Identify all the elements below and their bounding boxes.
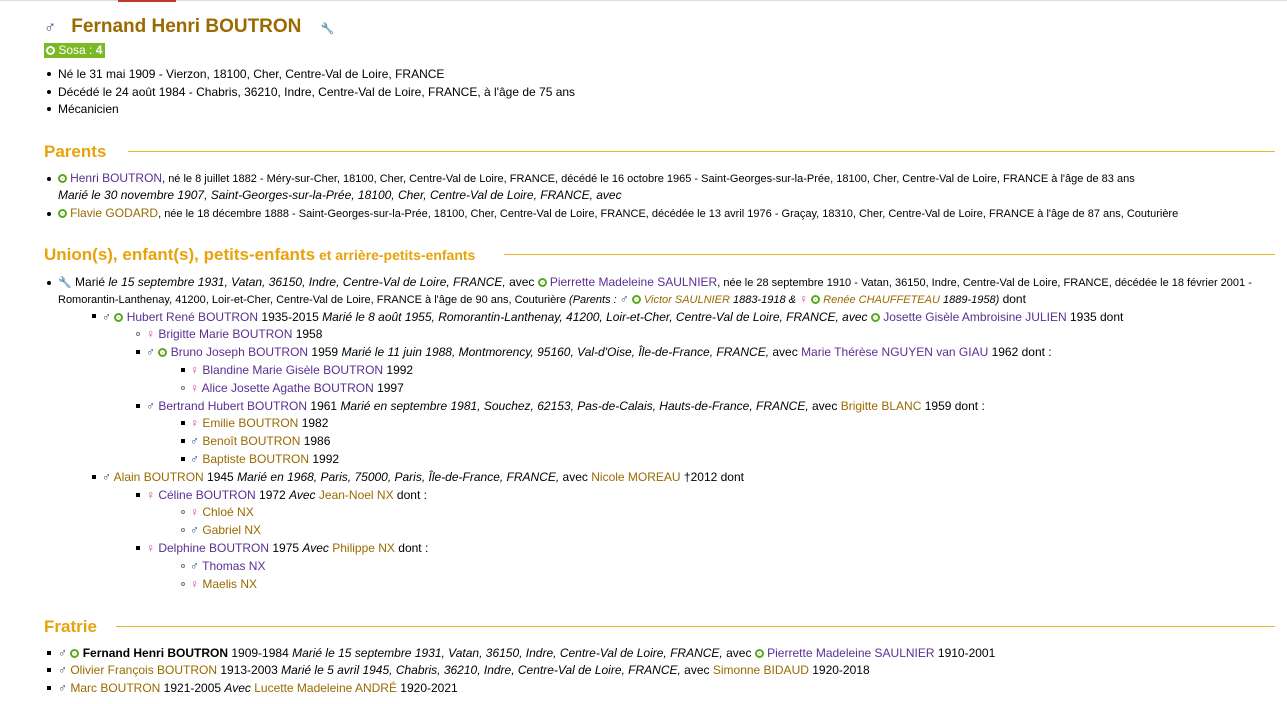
grandchild-entry bbox=[146, 399, 985, 413]
sibling-entry bbox=[58, 681, 458, 695]
child-marriage: Marié le 8 août 1955, Romorantin-Lanthenay, 41200, Loir-et-Cher, Centre-Val de Loire, FRANCE, avec bbox=[322, 310, 871, 324]
great-grandchild-link[interactable]: Maelis NX bbox=[202, 577, 258, 591]
male-icon: ♂ bbox=[146, 399, 155, 413]
grandchild-link[interactable]: Delphine BOUTRON bbox=[158, 541, 270, 555]
male-icon: ♂ bbox=[190, 559, 199, 573]
grandchild-spouse-link[interactable]: Brigitte BLANC bbox=[840, 399, 922, 413]
child-entry-alain bbox=[102, 470, 744, 484]
great-grandchild-entry bbox=[190, 363, 413, 377]
bullet bbox=[47, 651, 51, 655]
grandchild-spouse-link[interactable]: Philippe NX bbox=[332, 541, 395, 555]
spouse-mother-dates: 1889-1958) bbox=[939, 294, 1000, 306]
bullet bbox=[92, 475, 96, 479]
grandchild-entry bbox=[146, 345, 1052, 359]
unions-heading-sub: et arrière-petits-enfants bbox=[315, 247, 476, 263]
parents-divider bbox=[128, 151, 1275, 152]
sosa-target-icon bbox=[755, 649, 764, 658]
grandchild-link[interactable]: Bruno Joseph BOUTRON bbox=[170, 345, 309, 359]
bullet bbox=[136, 404, 140, 408]
dont-label: dont bbox=[999, 292, 1026, 306]
female-icon: ♀ bbox=[190, 416, 199, 430]
bullet bbox=[47, 107, 51, 111]
bullet bbox=[181, 582, 185, 586]
great-grandchild-year: 1986 bbox=[300, 434, 331, 448]
sibling-end: 1920-2021 bbox=[396, 681, 458, 695]
great-grandchild-year: 1997 bbox=[373, 381, 404, 395]
female-icon: ♀ bbox=[146, 541, 155, 555]
person-name: Fernand Henri BOUTRON bbox=[71, 16, 302, 37]
sosa-value: 4 bbox=[95, 43, 103, 57]
sibling-spouse-link[interactable]: Lucette Madeleine ANDRÉ bbox=[254, 681, 397, 695]
child-year: 1945 bbox=[203, 470, 238, 484]
death-info: Décédé le 24 août 1984 - Chabris, 36210, Indre, Centre-Val de Loire, FRANCE, à l'âge de 75 ans bbox=[58, 85, 576, 99]
sibling-link[interactable]: Olivier François BOUTRON bbox=[70, 663, 218, 677]
union-marriage-detail: le 15 septembre 1931, Vatan, 36150, Indre, Centre-Val de Loire, FRANCE, bbox=[108, 275, 506, 289]
avec-label: avec bbox=[505, 275, 538, 289]
child-spouse-link[interactable]: Josette Gisèle Ambroisine JULIEN bbox=[883, 310, 1067, 324]
male-icon: ♂ bbox=[190, 523, 199, 537]
male-icon: ♂ bbox=[102, 310, 111, 324]
spouse-father-dates: 1883-1918 & bbox=[729, 294, 800, 306]
great-grandchild-entry bbox=[190, 559, 265, 573]
great-grandchild-entry bbox=[190, 434, 330, 448]
bullet bbox=[181, 368, 185, 372]
male-icon: ♂ bbox=[619, 292, 629, 306]
bullet bbox=[47, 668, 51, 672]
grandchild-year: 1958 bbox=[292, 327, 323, 341]
sibling-entry bbox=[58, 646, 995, 660]
sibling-marriage: Marié le 5 avril 1945, Chabris, 36210, Indre, Centre-Val de Loire, FRANCE, bbox=[281, 663, 681, 677]
great-grandchild-year: 1982 bbox=[298, 416, 329, 430]
bullet bbox=[181, 421, 185, 425]
grandchild-entry bbox=[146, 327, 322, 341]
sosa-target-icon bbox=[871, 313, 880, 322]
grandchild-year: 1959 bbox=[308, 345, 342, 359]
sibling-marriage: Marié le 15 septembre 1931, Vatan, 36150, Indre, Centre-Val de Loire, FRANCE, bbox=[292, 646, 723, 660]
bullet bbox=[181, 564, 185, 568]
male-icon: ♂ bbox=[102, 470, 111, 484]
great-grandchild-entry bbox=[190, 452, 339, 466]
great-grandchild-year: 1992 bbox=[383, 363, 414, 377]
avec-label: avec bbox=[680, 663, 713, 677]
bullet bbox=[47, 90, 51, 94]
child-marriage: Marié en 1968, Paris, 75000, Paris, Île-de-France, FRANCE, bbox=[237, 470, 560, 484]
union-marie: Marié bbox=[71, 275, 109, 289]
bullet bbox=[47, 281, 51, 285]
male-icon: ♂ bbox=[190, 452, 199, 466]
spouse-details-cont: Romorantin-Lanthenay, 41200, Loir-et-Cher, Centre-Val de Loire, FRANCE à l'âge de 90 ans, Couturière bbox=[58, 294, 566, 306]
female-icon: ♀ bbox=[190, 363, 199, 377]
sosa-target-icon bbox=[158, 348, 167, 357]
male-icon: ♂ bbox=[58, 681, 67, 695]
unions-heading bbox=[44, 245, 475, 265]
child-dates: 1935-2015 bbox=[258, 310, 323, 324]
sosa-badge bbox=[44, 43, 105, 58]
great-grandchild-link[interactable]: Benoît BOUTRON bbox=[202, 434, 301, 448]
child-end: 1935 dont bbox=[1066, 310, 1124, 324]
sibling-end: 1920-2018 bbox=[808, 663, 870, 677]
sosa-target-icon bbox=[538, 278, 547, 287]
grandchild-link[interactable]: Bertrand Hubert BOUTRON bbox=[158, 399, 308, 413]
sibling-link[interactable]: Marc BOUTRON bbox=[70, 681, 161, 695]
child-end: †2012 dont bbox=[680, 470, 744, 484]
great-grandchild-entry bbox=[190, 416, 328, 430]
grandchild-end: dont : bbox=[393, 488, 427, 502]
sosa-label: Sosa : bbox=[58, 43, 96, 57]
sosa-target-icon bbox=[811, 295, 820, 304]
mother-link[interactable]: Flavie GODARD bbox=[70, 206, 159, 220]
avec-label: Avec bbox=[302, 541, 329, 555]
avec-label: avec bbox=[808, 399, 841, 413]
female-icon: ♀ bbox=[190, 381, 199, 395]
wrench-icon[interactable]: 🔧 bbox=[58, 277, 72, 289]
father-details: , né le 8 juillet 1882 - Méry-sur-Cher, 18100, Cher, Centre-Val de Loire, FRANCE, décédé le 16 octobre 1965 - Saint-Georges-sur-la-Prée, 18100, Cher, Centre-Val de Loire, FRANCE à l'âge de 83 ans bbox=[162, 173, 1135, 185]
sibling-spouse-link[interactable]: Simonne BIDAUD bbox=[712, 663, 809, 677]
grandchild-link[interactable]: Brigitte Marie BOUTRON bbox=[158, 327, 293, 341]
avec-label: Avec bbox=[289, 488, 316, 502]
bullet bbox=[92, 314, 96, 318]
mother-entry bbox=[58, 206, 1178, 220]
bullet bbox=[47, 212, 51, 216]
parents-open: (Parents : bbox=[569, 294, 620, 306]
great-grandchild-link[interactable]: Gabriel NX bbox=[202, 523, 262, 537]
union-entry bbox=[58, 275, 1252, 289]
siblings-divider bbox=[116, 626, 1275, 627]
sibling-dates: 1913-2003 bbox=[217, 663, 282, 677]
female-icon: ♀ bbox=[146, 327, 155, 341]
great-grandchild-link[interactable]: Emilie BOUTRON bbox=[202, 416, 299, 430]
top-tab-indicator bbox=[118, 0, 176, 2]
sosa-target-icon bbox=[114, 313, 123, 322]
sosa-target-icon bbox=[632, 295, 641, 304]
great-grandchild-link[interactable]: Thomas NX bbox=[202, 559, 266, 573]
great-grandchild-entry bbox=[190, 577, 257, 591]
male-icon: ♂ bbox=[58, 646, 67, 660]
bullet bbox=[181, 528, 185, 532]
bullet bbox=[136, 493, 140, 497]
sibling-dates: 1921-2005 bbox=[160, 681, 225, 695]
female-icon: ♀ bbox=[190, 505, 199, 519]
grandchild-marriage: Marié en septembre 1981, Souchez, 62153, Pas-de-Calais, Hauts-de-France, FRANCE, bbox=[340, 399, 809, 413]
bullet bbox=[181, 510, 185, 514]
sibling-end: 1910-2001 bbox=[934, 646, 996, 660]
sosa-target-icon bbox=[46, 46, 55, 55]
sibling-spouse-link[interactable]: Pierrette Madeleine SAULNIER bbox=[767, 646, 935, 660]
great-grandchild-link[interactable]: Blandine Marie Gisèle BOUTRON bbox=[202, 363, 384, 377]
great-grandchild-link[interactable]: Alice Josette Agathe BOUTRON bbox=[201, 381, 374, 395]
bullet bbox=[181, 439, 185, 443]
female-icon: ♀ bbox=[146, 488, 155, 502]
occupation: Mécanicien bbox=[58, 102, 119, 116]
wrench-icon[interactable]: 🔧 bbox=[320, 23, 335, 35]
siblings-heading: Fratrie bbox=[44, 617, 97, 636]
male-icon: ♂ bbox=[58, 663, 67, 677]
male-icon: ♂ bbox=[190, 434, 199, 448]
spouse-father-link[interactable]: Victor SAULNIER bbox=[643, 294, 730, 306]
father-entry bbox=[58, 171, 1135, 185]
grandchild-year: 1972 bbox=[255, 488, 290, 502]
grandchild-marriage: Marié le 11 juin 1988, Montmorency, 95160, Val-d'Oise, Île-de-France, FRANCE, bbox=[341, 345, 770, 359]
unions-heading-main: Union(s), enfant(s), petits-enfants bbox=[44, 245, 316, 264]
great-grandchild-link[interactable]: Baptiste BOUTRON bbox=[202, 452, 310, 466]
grandchild-spouse-link[interactable]: Jean-Noel NX bbox=[318, 488, 394, 502]
sibling-dates: 1909-1984 bbox=[228, 646, 293, 660]
sosa-target-icon bbox=[70, 649, 79, 658]
bullet bbox=[136, 546, 140, 550]
sibling-self: Fernand Henri BOUTRON bbox=[82, 646, 229, 660]
female-icon: ♀ bbox=[190, 577, 199, 591]
sosa-target-icon bbox=[58, 209, 67, 218]
bullet bbox=[47, 177, 51, 181]
unions-divider bbox=[504, 254, 1275, 255]
mother-details: , née le 18 décembre 1888 - Saint-Georges-sur-la-Prée, 18100, Cher, Centre-Val de Loire, FRANCE, décédée le 13 avril 1976 - Graçay, 18310, Cher, Centre-Val de Loire, FRANCE à l'âge de 87 ans, Couturière bbox=[158, 208, 1179, 220]
grandchild-entry bbox=[146, 541, 428, 555]
male-icon: ♂ bbox=[146, 345, 155, 359]
sosa-target-icon bbox=[58, 174, 67, 183]
grandchild-end: dont : bbox=[394, 541, 429, 555]
sibling-entry bbox=[58, 663, 870, 677]
grandchild-entry bbox=[146, 488, 427, 502]
grandchild-end: 1962 dont : bbox=[988, 345, 1052, 359]
grandchild-year: 1961 bbox=[307, 399, 341, 413]
spouse-details: , née le 28 septembre 1910 - Vatan, 36150, Indre, Centre-Val de Loire, FRANCE, décédée le 18 février 2001 - bbox=[717, 277, 1252, 289]
grandchild-year: 1975 bbox=[269, 541, 303, 555]
bullet bbox=[47, 686, 51, 690]
avec-label: avec bbox=[769, 345, 802, 359]
great-grandchild-entry bbox=[190, 523, 261, 537]
parents-marriage: Marié le 30 novembre 1907, Saint-Georges-sur-la-Prée, 18100, Cher, Centre-Val de Loire, FRANCE, avec bbox=[58, 188, 622, 202]
great-grandchild-entry bbox=[190, 505, 254, 519]
spouse-link[interactable]: Pierrette Madeleine SAULNIER bbox=[549, 275, 718, 289]
grandchild-spouse-link[interactable]: Marie Thérèse NGUYEN van GIAU bbox=[801, 345, 989, 359]
male-icon: ♂ bbox=[44, 19, 56, 36]
parents-heading: Parents bbox=[44, 142, 107, 161]
spouse-mother-link[interactable]: Renée CHAUFFETEAU bbox=[823, 294, 940, 306]
child-link-hubert[interactable]: Hubert René BOUTRON bbox=[126, 310, 259, 324]
bullet bbox=[136, 350, 140, 354]
page-title bbox=[44, 16, 334, 38]
birth-info: Né le 31 mai 1909 - Vierzon, 18100, Cher, Centre-Val de Loire, FRANCE bbox=[58, 67, 445, 81]
avec-label: avec bbox=[559, 470, 592, 484]
union-entry-cont bbox=[58, 292, 1026, 306]
child-entry-hubert bbox=[102, 310, 1123, 324]
bullet bbox=[181, 457, 185, 461]
bullet bbox=[136, 332, 140, 336]
great-grandchild-link[interactable]: Chloé NX bbox=[202, 505, 254, 519]
great-grandchild-year: 1992 bbox=[309, 452, 340, 466]
father-link[interactable]: Henri BOUTRON bbox=[70, 171, 163, 185]
female-icon: ♀ bbox=[799, 292, 809, 306]
child-spouse-link[interactable]: Nicole MOREAU bbox=[591, 470, 681, 484]
great-grandchild-entry bbox=[190, 381, 404, 395]
grandchild-end: 1959 dont : bbox=[921, 399, 985, 413]
grandchild-link[interactable]: Céline BOUTRON bbox=[158, 488, 256, 502]
top-border bbox=[0, 0, 1287, 1]
child-link-alain[interactable]: Alain BOUTRON bbox=[113, 470, 204, 484]
bullet bbox=[47, 72, 51, 76]
avec-label: avec bbox=[722, 646, 755, 660]
bullet bbox=[181, 386, 185, 390]
avec-label: Avec bbox=[224, 681, 251, 695]
